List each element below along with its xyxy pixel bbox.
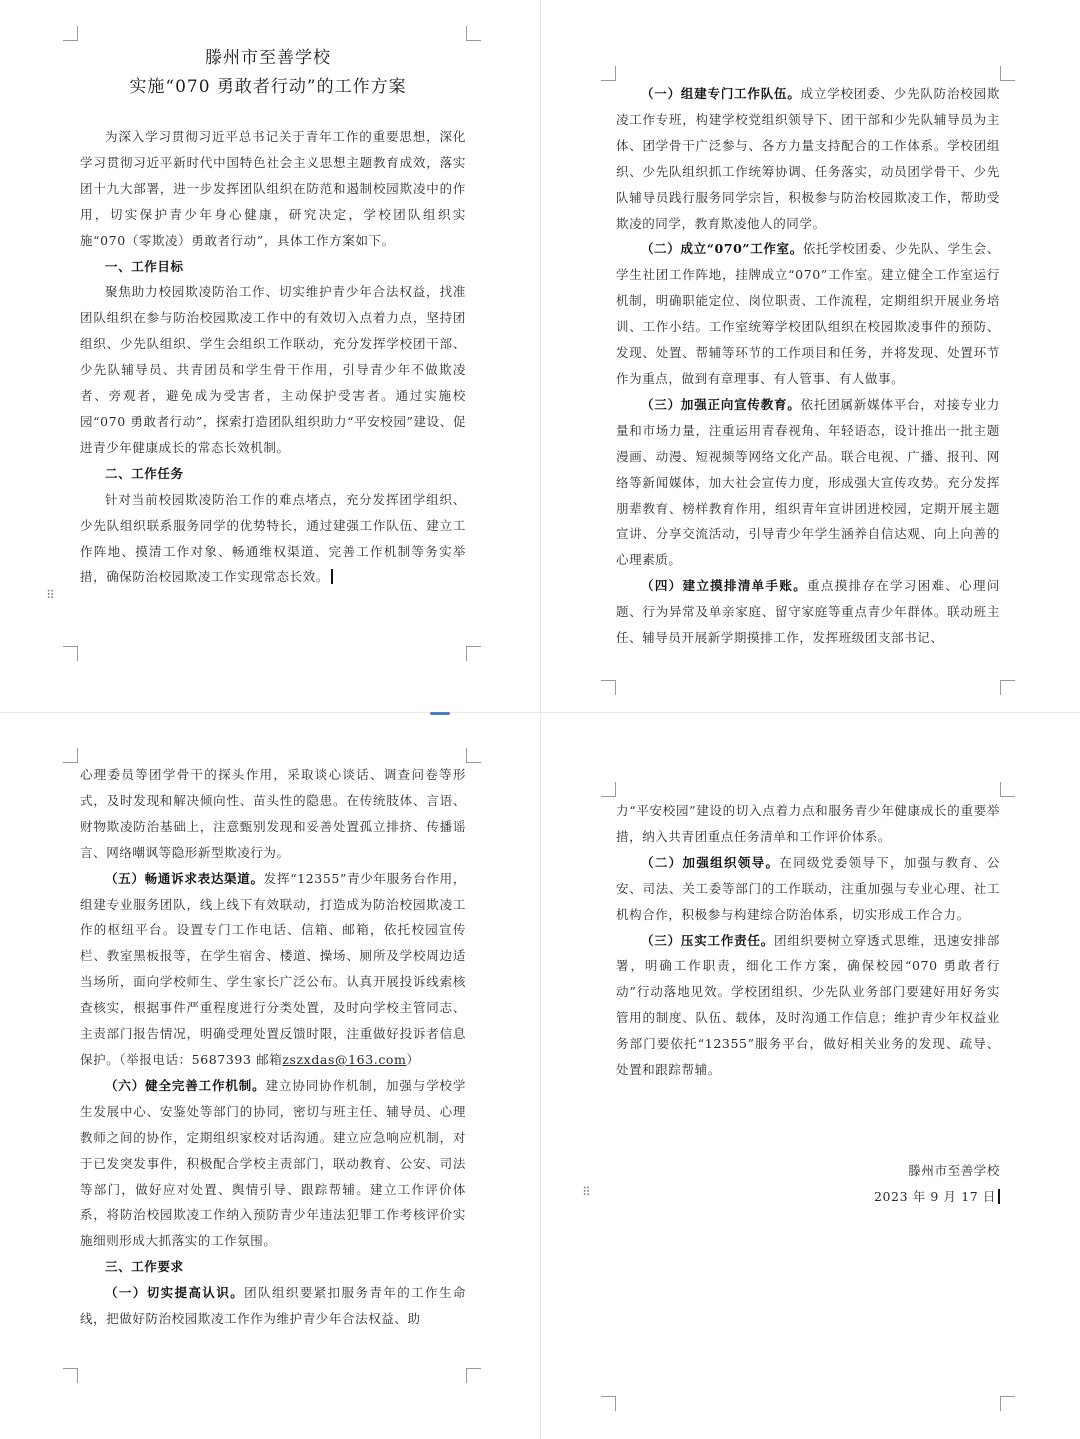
goals-paragraph: 聚焦助力校园欺凌防治工作、切实维护青少年合法权益，找准团队组织在参与防治校园欺凌工作中的有效切入点着力点，坚持团组织、少先队组织、学生会组织工作联动，充分发挥学校团干部、少先队辅导员、共青团员和学生骨干作用，引导青少年不做欺凌者、旁观者，避免成为受害者，主动保护受害者。通过实施校园“070 勇敢者行动”，探索打造团队组织助力“平安校园”建设、促进青少年健康成长的常态长效机制。 bbox=[80, 284, 466, 455]
task-2-paragraph bbox=[616, 236, 1000, 391]
text-cursor bbox=[331, 569, 333, 584]
page2-body bbox=[616, 81, 1000, 651]
tasks-text: 针对当前校园欺凌防治工作的难点堵点，充分发挥团学组织、少先队组织联系服务同学的优势特长，通过建强工作队伍、建立工作阵地、摸清工作对象、畅通维权渠道、完善工作机制等务实举措，确保防治校园欺凌工作实现常态长效。 bbox=[80, 491, 466, 585]
drag-handle-icon[interactable]: ⠿ bbox=[46, 588, 54, 602]
task-5-heading: （五）畅通诉求表达渠道。 bbox=[105, 870, 264, 886]
continued-paragraph: 力“平安校园”建设的切入点着力点和服务青少年健康成长的重要举措，纳入共青团重点任务清单和工作评价体系。 bbox=[616, 803, 1000, 844]
req-3-paragraph bbox=[616, 928, 1000, 1083]
crop-mark bbox=[63, 1368, 78, 1383]
task-1-paragraph bbox=[616, 81, 1000, 236]
crop-mark bbox=[601, 782, 616, 797]
document-page-1 bbox=[58, 18, 492, 666]
req-2-heading: （二）加强组织领导。 bbox=[641, 854, 780, 870]
title-school: 滕州市至善学校 bbox=[205, 48, 331, 68]
crop-mark bbox=[601, 680, 616, 695]
task-4-heading: （四）建立摸排清单手账。 bbox=[641, 578, 808, 594]
task-6-paragraph bbox=[80, 1073, 466, 1254]
task-6-text: 建立协同协作机制，加强与学校学生发展中心、安鉴处等部门的协同，密切与班主任、辅导员、心理教师之间的协作，定期组织家校对话沟通。建立应急响应机制，对于已发突发事件，积极配合学校主责部门，联动教育、公安、司法等部门，做好应对处置、舆情引导、跟踪帮辅。建立工作评价体系，将防治校园欺凌工作纳入预防青少年违法犯罪工作考核评价实施细则形成大抓落实的工作氛围。 bbox=[80, 1077, 466, 1249]
signature-org: 滕州市至善学校 bbox=[908, 1163, 1000, 1178]
req-1-paragraph bbox=[80, 1280, 466, 1332]
section-heading-goals: 一、工作目标 bbox=[105, 258, 184, 274]
crop-mark bbox=[63, 646, 78, 661]
task-4-text: 重点摸排存在学习困难、心理问题、行为异常及单亲家庭、留守家庭等重点青少年群体。联动班主任、辅导员开展新学期摸排工作，发挥班级团支部书记、 bbox=[616, 578, 1000, 646]
crop-mark bbox=[63, 26, 78, 41]
task-1-heading: （一）组建专门工作队伍。 bbox=[641, 86, 801, 101]
crop-mark bbox=[466, 26, 481, 41]
section-heading-requirements: 三、工作要求 bbox=[105, 1259, 184, 1275]
page3-body bbox=[80, 762, 466, 1332]
crop-mark bbox=[466, 646, 481, 661]
signature-block bbox=[736, 1158, 1000, 1210]
task-5-text: 发挥“12355”青少年服务台作用，组建专业服务团队，线上线下有效联动，打造成为防治校园欺凌工作的枢纽平台。设置专门工作电话、信箱、邮箱，依托校园宣传栏、教室黑板报等，在学生宿舍、楼道、操场、厕所及学校周边适当场所，面向学校师生、学生家长广泛公布。认真开展投诉线索核查核实，根据事件严重程度进行分类处置，及时向学校主管同志、主责部门报告情况，明确受理处置反馈时限，注重做好投诉者信息保护。（举报电话：5687393 邮箱 bbox=[80, 870, 466, 1067]
task-2-text: 依托学校团委、少先队、学生会、学生社团工作阵地，挂牌成立“070”工作室。建立健全工作室运行机制，明确职能定位、岗位职责、工作流程，定期组织开展业务培训、工作小结。工作室统筹学校团队组织在校园欺凌事件的预防、发现、处置、帮辅等环节的工作项目和任务，并将发现、处置环节作为重点，做到有章理事、有人管事、有人做事。 bbox=[616, 241, 1000, 386]
drag-handle-icon[interactable]: ⠿ bbox=[582, 1185, 590, 1199]
email-link[interactable]: zszxdas@163.com bbox=[282, 1051, 407, 1067]
paren-close: ） bbox=[406, 1051, 420, 1067]
crop-mark bbox=[1000, 66, 1015, 81]
continued-paragraph: 心理委员等团学骨干的探头作用，采取谈心谈话、调查问卷等形式，及时发现和解决倾向性、苗头性的隐患。在传统肢体、言语、财物欺凌防治基础上，注意甄别发现和妥善处置孤立排挤、传播谣言、网络嘲讽等隐形新型欺凌行为。 bbox=[80, 767, 466, 860]
text-cursor bbox=[998, 1189, 1000, 1204]
document-page-2 bbox=[596, 60, 1028, 700]
task-2-heading: （二）成立“070”工作室。 bbox=[641, 241, 803, 257]
tasks-paragraph bbox=[80, 487, 466, 591]
req-2-paragraph bbox=[616, 850, 1000, 928]
crop-mark bbox=[601, 66, 616, 81]
req-1-text: 团队组织要紧扣服务青年的工作生命线，把做好防治校园欺凌工作作为维护青少年合法权益、助 bbox=[80, 1285, 466, 1327]
task-6-heading: （六）健全完善工作机制。 bbox=[105, 1077, 266, 1093]
section-heading-tasks: 二、工作任务 bbox=[105, 465, 184, 481]
signature-date bbox=[736, 1184, 1000, 1210]
date-text: 2023 年 9 月 17 日 bbox=[873, 1189, 996, 1204]
crop-mark bbox=[601, 1396, 616, 1411]
task-3-heading: （三）加强正向宣传教育。 bbox=[641, 396, 801, 412]
req-1-heading: （一）切实提高认识。 bbox=[105, 1285, 245, 1301]
task-3-paragraph bbox=[616, 392, 1000, 573]
crop-mark bbox=[466, 1368, 481, 1383]
req-3-text: 团组织要树立穿透式思维，迅速安排部署，明确工作职责，细化工作方案，确保校园“070 勇敢者行动”行动落地见效。学校团组织、少先队业务部门要建好用好务实管用的制度、队伍、载体，及时沟通工作信息；维护青少年权益业务部门要依托“12355”服务平台，做好相关业务的发现、疏导、处置和跟踪帮辅。 bbox=[616, 932, 1000, 1078]
crop-mark bbox=[1000, 782, 1015, 797]
page1-body bbox=[80, 124, 466, 590]
page-divider bbox=[540, 0, 541, 1439]
task-4-paragraph bbox=[616, 573, 1000, 651]
crop-mark bbox=[1000, 680, 1015, 695]
document-page-4 bbox=[596, 782, 1028, 1422]
intro-paragraph: 为深入学习贯彻习近平总书记关于青年工作的重要思想，深化学习贯彻习近平新时代中国特色社会主义思想主题教育成效，落实团十九大部署，进一步发挥团队组织在防范和遏制校园欺凌中的作用，切实保护青少年身心健康，研究决定，学校团队组织实施“070（零欺凌）勇敢者行动”，具体工作方案如下。 bbox=[80, 129, 466, 248]
page4-body bbox=[616, 798, 1000, 1083]
crop-mark bbox=[1000, 1396, 1015, 1411]
req-3-heading: （三）压实工作责任。 bbox=[641, 932, 775, 948]
crop-mark bbox=[63, 748, 78, 763]
crop-mark bbox=[466, 748, 481, 763]
page-divider bbox=[0, 712, 1080, 713]
task-5-paragraph bbox=[80, 866, 466, 1073]
task-3-text: 依托团属新媒体平台，对接专业力量和市场力量，注重运用青春视角、年轻语态，设计推出一批主题漫画、动漫、短视频等网络文化产品。联合电视、广播、报刊、网络等新闻媒体，加大社会宣传力度，形成强大宣传攻势。充分发挥朋辈教育、榜样教育作用，组织青年宣讲团进校园，定期开展主题宣讲、分享交流活动，引导青少年学生涵养自信达观、向上向善的心理素质。 bbox=[616, 396, 1000, 568]
title-plan: 实施“070 勇敢者行动”的工作方案 bbox=[129, 77, 407, 97]
document-title bbox=[98, 44, 438, 102]
task-1-text: 成立学校团委、少先队防治校园欺凌工作专班，构建学校党组织领导下、团干部和少先队辅导员为主体、团学骨干广泛参与、各方力量支持配合的工作体系。学校团组织、少先队组织抓工作统筹协调、任务落实，动员团学骨干、少先队辅导员践行服务同学宗旨，积极参与防治校园欺凌工作，帮助受欺凌的同学，教育欺凌他人的同学。 bbox=[616, 86, 1000, 231]
scroll-indicator[interactable] bbox=[430, 712, 450, 715]
document-page-3 bbox=[58, 742, 492, 1392]
req-2-text: 在同级党委领导下，加强与教育、公安、司法、关工委等部门的工作联动，注重加强与专业心理、社工机构合作，积极参与构建综合防治体系，切实形成工作合力。 bbox=[616, 854, 1000, 922]
